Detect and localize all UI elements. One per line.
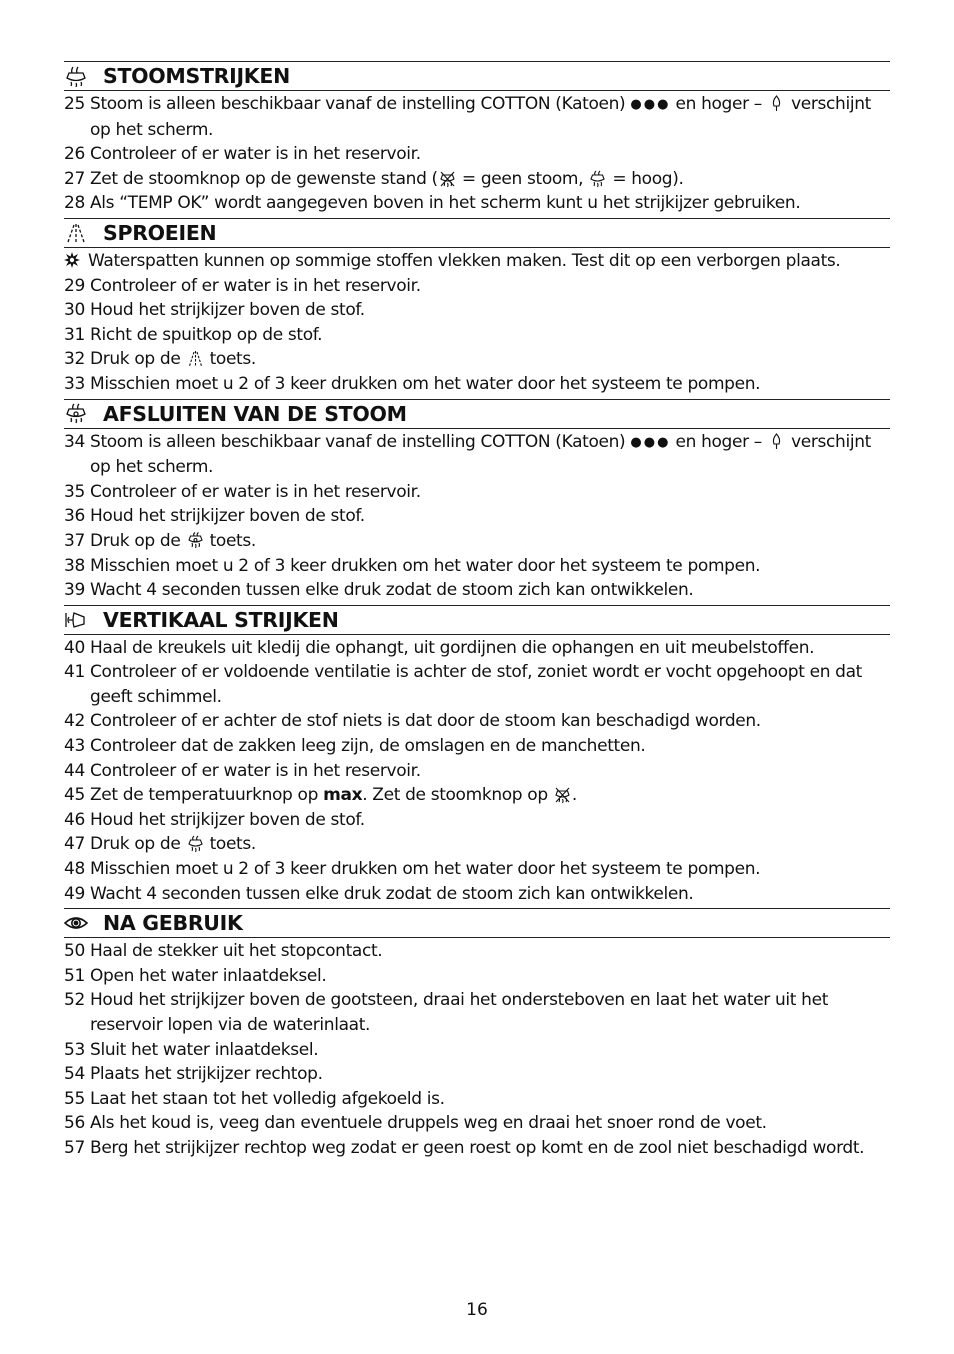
section-title: STOOMSTRIJKEN xyxy=(103,64,290,88)
warning-star-icon xyxy=(64,252,80,268)
list-item: 40 Haal de kreukels uit kledij die ophangt, uit gordijnen die ophangen en uit meubelstoffen. xyxy=(64,637,815,658)
steam-shot-icon xyxy=(187,532,204,549)
list-item: 32 Druk op de toets. xyxy=(64,349,256,370)
list-item: 48 Misschien moet u 2 of 3 keer drukken om het water door het systeem te pompen. xyxy=(64,859,761,880)
list-item: 47 Druk op de toets. xyxy=(64,834,256,855)
list-item: 51 Open het water inlaatdeksel. xyxy=(64,965,327,986)
list-item: 28 Als “TEMP OK” wordt aangegeven boven in het scherm kunt u het strijkijzer gebruiken. xyxy=(64,193,801,214)
list-item: 39 Wacht 4 seconden tussen elke druk zodat de stoom zich kan ontwikkelen. xyxy=(64,580,694,601)
steam-ready-icon xyxy=(768,433,785,450)
section-header-steam-shot xyxy=(64,399,890,429)
three-dot-setting-icon: ●●● xyxy=(630,434,671,450)
section-title: NA GEBRUIK xyxy=(103,911,243,936)
spray-icon xyxy=(64,222,88,244)
high-steam-icon xyxy=(187,835,204,852)
three-dot-setting-icon: ●●● xyxy=(630,97,671,112)
eye-icon xyxy=(64,912,88,934)
list-item: 34 Stoom is alleen beschikbaar vanaf de instelling COTTON (Katoen) ●●● en hoger – verschijnt op het scherm. xyxy=(64,431,871,478)
list-item: 54 Plaats het strijkijzer rechtop. xyxy=(64,1064,323,1085)
page-number: 16 xyxy=(466,1300,488,1320)
list-item: 52 Houd het strijkijzer boven de gootsteen, draai het ondersteboven en laat het water uit het reservoir lopen via de waterinlaat. xyxy=(64,990,829,1035)
spray-icon xyxy=(187,350,204,367)
section-title: VERTIKAAL STRIJKEN xyxy=(103,607,339,632)
list-item: 53 Sluit het water inlaatdeksel. xyxy=(64,1039,319,1060)
no-steam-icon xyxy=(439,170,456,187)
list-item: 55 Laat het staan tot het volledig afgekoeld is. xyxy=(64,1088,445,1109)
list-item: 46 Houd het strijkijzer boven de stof. xyxy=(64,809,365,830)
list-item: 36 Houd het strijkijzer boven de stof. xyxy=(64,506,365,527)
section-title: SPROEIEN xyxy=(103,220,217,245)
steam-icon xyxy=(64,65,88,87)
list-item: 56 Als het koud is, veeg dan eventuele druppels weg en draai het snoer rond de voet. xyxy=(64,1113,767,1134)
list-item: 27 Zet de stoomknop op de gewenste stand ( = geen stoom, = hoog). xyxy=(64,168,684,189)
section-header-vertical-ironing xyxy=(64,605,890,635)
spray-list xyxy=(64,248,890,399)
section-header-spray xyxy=(64,218,890,248)
manual-page-content xyxy=(64,61,890,1163)
list-item: 50 Haal de stekker uit het stopcontact. xyxy=(64,941,383,962)
steam-ironing-list xyxy=(64,91,890,218)
list-item: 49 Wacht 4 seconden tussen elke druk zodat de stoom zich kan ontwikkelen. xyxy=(64,883,694,904)
vertical-steam-icon xyxy=(64,609,88,631)
list-item: 29 Controleer of er water is in het reservoir. xyxy=(64,275,421,296)
list-item: 35 Controleer of er water is in het reservoir. xyxy=(64,481,421,502)
list-item: 43 Controleer dat de zakken leeg zijn, de omslagen en de manchetten. xyxy=(64,736,646,757)
list-item: 41 Controleer of er voldoende ventilatie is achter de stof, zoniet wordt er vocht opgehoopt en dat geeft schimmel. xyxy=(64,662,863,707)
no-steam-icon xyxy=(554,786,571,803)
high-steam-icon xyxy=(589,170,606,187)
section-header-steam-ironing xyxy=(64,61,890,91)
list-item: 30 Houd het strijkijzer boven de stof. xyxy=(64,300,365,321)
list-item: 44 Controleer of er water is in het reservoir. xyxy=(64,760,421,781)
list-item: 37 Druk op de toets. xyxy=(64,530,256,551)
list-item: 26 Controleer of er water is in het reservoir. xyxy=(64,144,421,165)
steam-ready-icon xyxy=(768,95,785,112)
steam-shot-list xyxy=(64,429,890,605)
list-item: 45 Zet de temperatuurknop op max. Zet de stoomknop op . xyxy=(64,785,577,806)
list-item: 31 Richt de spuitkop op de stof. xyxy=(64,324,323,345)
list-item: 57 Berg het strijkijzer rechtop weg zodat er geen roest op komt en de zool niet beschadigd wordt. xyxy=(64,1137,865,1158)
vertical-ironing-list xyxy=(64,635,890,909)
section-title: AFSLUITEN VAN DE STOOM xyxy=(103,401,407,426)
after-use-list xyxy=(64,938,890,1162)
list-item: 42 Controleer of er achter de stof niets is dat door de stoom kan beschadigd worden. xyxy=(64,711,761,732)
steam-shot-icon xyxy=(64,403,88,425)
list-item: 33 Misschien moet u 2 of 3 keer drukken om het water door het systeem te pompen. xyxy=(64,373,761,394)
list-item: 38 Misschien moet u 2 of 3 keer drukken om het water door het systeem te pompen. xyxy=(64,555,761,576)
section-header-after-use xyxy=(64,908,890,938)
warning-item: Waterspatten kunnen op sommige stoffen vlekken maken. Test dit op een verborgen plaats. xyxy=(64,249,890,274)
list-item: 25 Stoom is alleen beschikbaar vanaf de instelling COTTON (Katoen) ●●● en hoger – verschijnt op het scherm. xyxy=(64,94,871,140)
